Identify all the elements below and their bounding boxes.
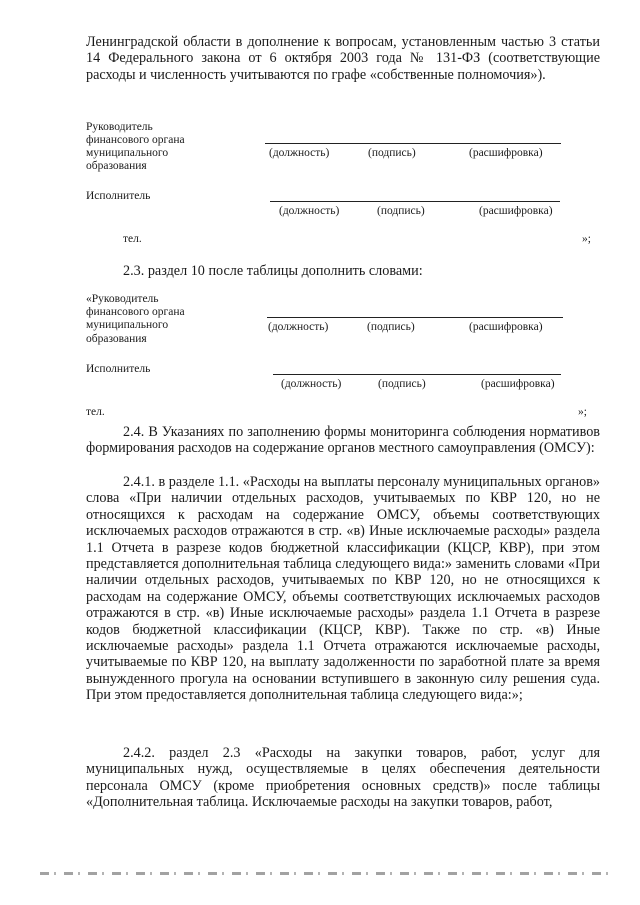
closing-quote: »; xyxy=(578,406,587,418)
scan-footer-artifact xyxy=(40,872,610,875)
caption-signature: (подпись) xyxy=(378,378,426,390)
role-line: образования xyxy=(86,160,147,172)
section-2-3: 2.3. раздел 10 после таблицы дополнить словами: xyxy=(123,263,423,279)
caption-decoding: (расшифровка) xyxy=(479,205,553,217)
signature-line xyxy=(273,374,561,375)
caption-signature: (подпись) xyxy=(367,321,415,333)
signature-line xyxy=(265,143,561,144)
role-line: «Руководитель xyxy=(86,293,159,305)
paragraph-2-4: 2.4. В Указаниях по заполнению формы мониторинга соблюдения нормативов формирования расходов на содержание органов местного самоуправления (ОМСУ): xyxy=(86,424,600,457)
executor-label: Исполнитель xyxy=(86,363,151,375)
caption-decoding: (расшифровка) xyxy=(469,321,543,333)
role-line: муниципального xyxy=(86,147,169,159)
role-line: финансового органа xyxy=(86,306,185,318)
closing-quote: »; xyxy=(582,233,591,245)
signature-line xyxy=(270,201,560,202)
intro-paragraph: Ленинградской области в дополнение к вопросам, установленным частью 3 статьи 14 Федерального закона от 6 октября 2003 года № 131-ФЗ (соответствующие расходы и численность учитываются по графе «собственные полномочия»). xyxy=(86,34,600,83)
caption-signature: (подпись) xyxy=(368,147,416,159)
caption-position: (должность) xyxy=(281,378,342,390)
caption-position: (должность) xyxy=(269,147,330,159)
signature-line xyxy=(267,317,563,318)
caption-position: (должность) xyxy=(268,321,329,333)
caption-decoding: (расшифровка) xyxy=(481,378,555,390)
paragraph-2-4-2: 2.4.2. раздел 2.3 «Расходы на закупки товаров, работ, услуг для муниципальных нужд, осуществляемые в целях обеспечения деятельности персонала ОМСУ (кроме приобретения основных средств)» после таблицы «Дополнительная таблица. Исключаемые расходы на закупки товаров, работ, xyxy=(86,745,600,811)
paragraph-2-4-1: 2.4.1. в разделе 1.1. «Расходы на выплаты персоналу муниципальных органов» слова «При наличии отдельных расходов, учитываемых по КВР 120, но не относящихся к расходам на содержание ОМСУ, объемы соответствующих исключаемых расходов отражаются в стр. «в) Иные исключаемые расходы» раздела 1.1 Отчета в разрезе кодов бюджетной классификации (КЦСР, КВР), при этом представляется дополнительная таблица следующего вида:» заменить словами «При наличии отдельных расходов, учитываемых по КВР 120, но не относящихся к расходам на содержание ОМСУ, объемы соответствующих исключаемых расходов отражаются в стр. «в) Иные исключаемые расходы» раздела 1.1 Отчета в разрезе кодов бюджетной классификации (КЦСР, КВР). Также по стр. «в) Иные исключаемые расходы» раздела 1.1 Отчета отражаются исключаемые расходы, учитываемые по КВР 120, на выплату задолженности по заработной плате за время вынужденного прогула на основании вступившего в законную силу решения суда. При этом предоставляется дополнительная таблица следующего вида:»; xyxy=(86,474,600,704)
role-line: муниципального xyxy=(86,319,169,331)
executor-label: Исполнитель xyxy=(86,190,151,202)
caption-position: (должность) xyxy=(279,205,340,217)
role-line: Руководитель xyxy=(86,121,153,133)
tel-label: тел. xyxy=(86,406,105,418)
role-line: финансового органа xyxy=(86,134,185,146)
tel-label: тел. xyxy=(123,233,142,245)
role-line: образования xyxy=(86,333,147,345)
caption-signature: (подпись) xyxy=(377,205,425,217)
caption-decoding: (расшифровка) xyxy=(469,147,543,159)
